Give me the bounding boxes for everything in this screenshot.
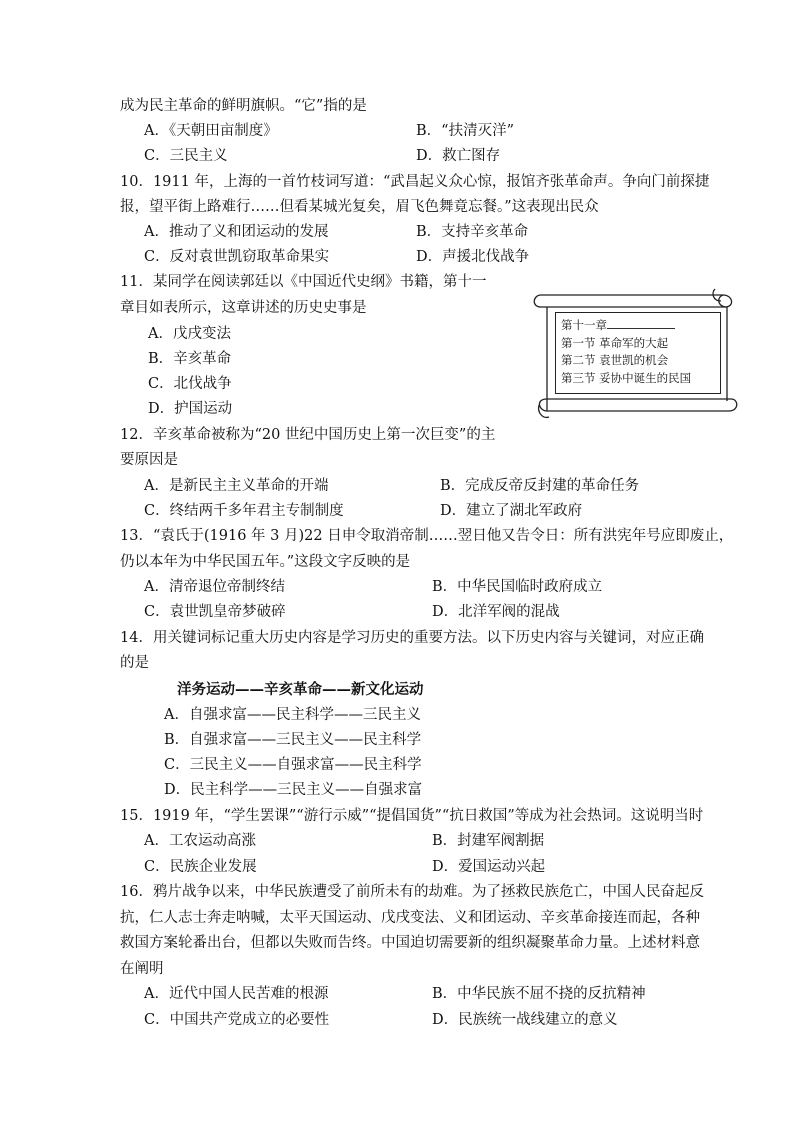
chapter-title: 第十一章 — [561, 318, 607, 332]
q16-option-c: C．中国共产党成立的必要性 — [144, 1012, 330, 1028]
q9-option-b: B．“扶清灭洋” — [416, 123, 514, 139]
q9-option-d: D．救亡图存 — [416, 148, 501, 164]
q10-option-b: B．支持辛亥革命 — [416, 224, 529, 240]
question-16-stem-1: 16．鸦片战争以来，中华民族遭受了前所未有的劫难。为了拯救民族危亡，中国人民奋起反 — [120, 884, 704, 900]
question-14-keywords: 洋务运动——辛亥革命——新文化运动 — [177, 681, 424, 698]
q13-option-d: D．北洋军阀的混战 — [432, 604, 560, 620]
q9-option-a: A．《天朝田亩制度》 — [144, 123, 278, 139]
q11-option-c: C．北伐战争 — [148, 376, 232, 392]
q11-option-d: D．护国运动 — [148, 401, 233, 417]
q14-option-a: A．自强求富——民主科学——三民主义 — [164, 707, 421, 723]
q13-option-c: C．袁世凯皇帝梦破碎 — [144, 604, 286, 620]
q16-option-b: B．中华民族不屈不挠的反抗精神 — [432, 986, 646, 1002]
q15-option-c: C．民族企业发展 — [144, 859, 257, 875]
q14-option-b: B．自强求富——三民主义——民主科学 — [164, 732, 422, 748]
question-12-stem-1: 12．辛亥革命被称为“20 世纪中国历史上第一次巨变”的主 — [120, 427, 496, 443]
q16-option-a: A．近代中国人民苦难的根源 — [144, 986, 329, 1002]
question-12-stem-2: 要原因是 — [120, 452, 178, 468]
q15-option-d: D．爱国运动兴起 — [432, 859, 546, 875]
q11-option-b: B．辛亥革命 — [148, 351, 232, 367]
q15-option-b: B．封建军阀割据 — [432, 833, 545, 849]
q12-option-d: D．建立了湖北军政府 — [440, 503, 583, 519]
chapter-title-row — [561, 317, 716, 335]
q10-option-c: C．反对袁世凯窃取革命果实 — [144, 249, 330, 265]
question-14-stem-1: 14．用关键词标记重大历史内容是学习历史的重要方法。以下历史内容与关键词，对应正确 — [120, 630, 704, 646]
q12-option-c: C．终结两千多年君主专制制度 — [144, 503, 344, 519]
question-11-stem-2: 章目如表所示，这章讲述的历史史事是 — [120, 300, 367, 316]
question-13-stem-2: 仍以本年为中华民国五年。”这段文字反映的是 — [120, 554, 411, 570]
section-3: 第三节 妥协中诞生的民国 — [561, 370, 692, 385]
question-10-stem-1: 10．1911 年，上海的一首竹枝词写道：“武昌起义众心惊，报馆齐张革命声。争向门前探捷 — [120, 174, 710, 190]
section-1: 第一节 革命军的大起 — [561, 335, 669, 350]
q12-option-b: B．完成反帝反封建的革命任务 — [440, 478, 640, 494]
question-16-stem-3: 救国方案轮番出台，但都以失败而告终。中国迫切需要新的组织凝聚革命力量。上述材料意 — [120, 935, 700, 951]
question-9-stem-tail: 成为民主革命的鲜明旗帜。“它”指的是 — [120, 98, 367, 114]
section-2: 第二节 袁世凯的机会 — [561, 353, 669, 367]
q9-option-c: C．三民主义 — [144, 148, 228, 164]
chapter-contents-box — [555, 312, 721, 394]
q14-option-c: C．三民主义——自强求富——民主科学 — [164, 757, 422, 773]
chapter-title-blank — [607, 317, 675, 329]
q13-option-a: A．清帝退位帝制终结 — [144, 579, 285, 595]
question-10-stem-2: 报，望平街上路难行……但看某城光复矣，眉飞色舞竟忘餐。”这表现出民众 — [120, 199, 599, 215]
chapter-scroll-figure — [527, 283, 741, 423]
q15-option-a: A．工农运动高涨 — [144, 833, 256, 849]
q14-option-d: D．民主科学——三民主义——自强求富 — [164, 782, 423, 798]
q16-option-d: D．民族统一战线建立的意义 — [432, 1012, 618, 1028]
q12-option-a: A．是新民主主义革命的开端 — [144, 478, 329, 494]
question-16-stem-4: 在阐明 — [120, 961, 164, 977]
question-15-stem: 15．1919 年，“学生罢课”“游行示威”“提倡国货”“抗日救国”等成为社会热词。这说明当时 — [120, 808, 704, 824]
question-13-stem-1: 13．“袁氏于(1916 年 3 月)22 日申令取消帝制……翌日他又告令日：所有洪宪年号应即废止， — [120, 528, 734, 544]
question-14-stem-2: 的是 — [120, 655, 149, 671]
q11-option-a: A．戊戌变法 — [148, 326, 231, 342]
q10-option-d: D．声援北伐战争 — [416, 249, 530, 265]
question-16-stem-2: 抗，仁人志士奔走呐喊，太平天国运动、戊戌变法、义和团运动、辛亥革命接连而起，各种 — [120, 910, 700, 926]
question-11-stem-1: 11．某同学在阅读郭廷以《中国近代史纲》书籍，第十一 — [120, 274, 487, 290]
q13-option-b: B．中华民国临时政府成立 — [432, 579, 603, 595]
q10-option-a: A．推动了义和团运动的发展 — [144, 224, 329, 240]
